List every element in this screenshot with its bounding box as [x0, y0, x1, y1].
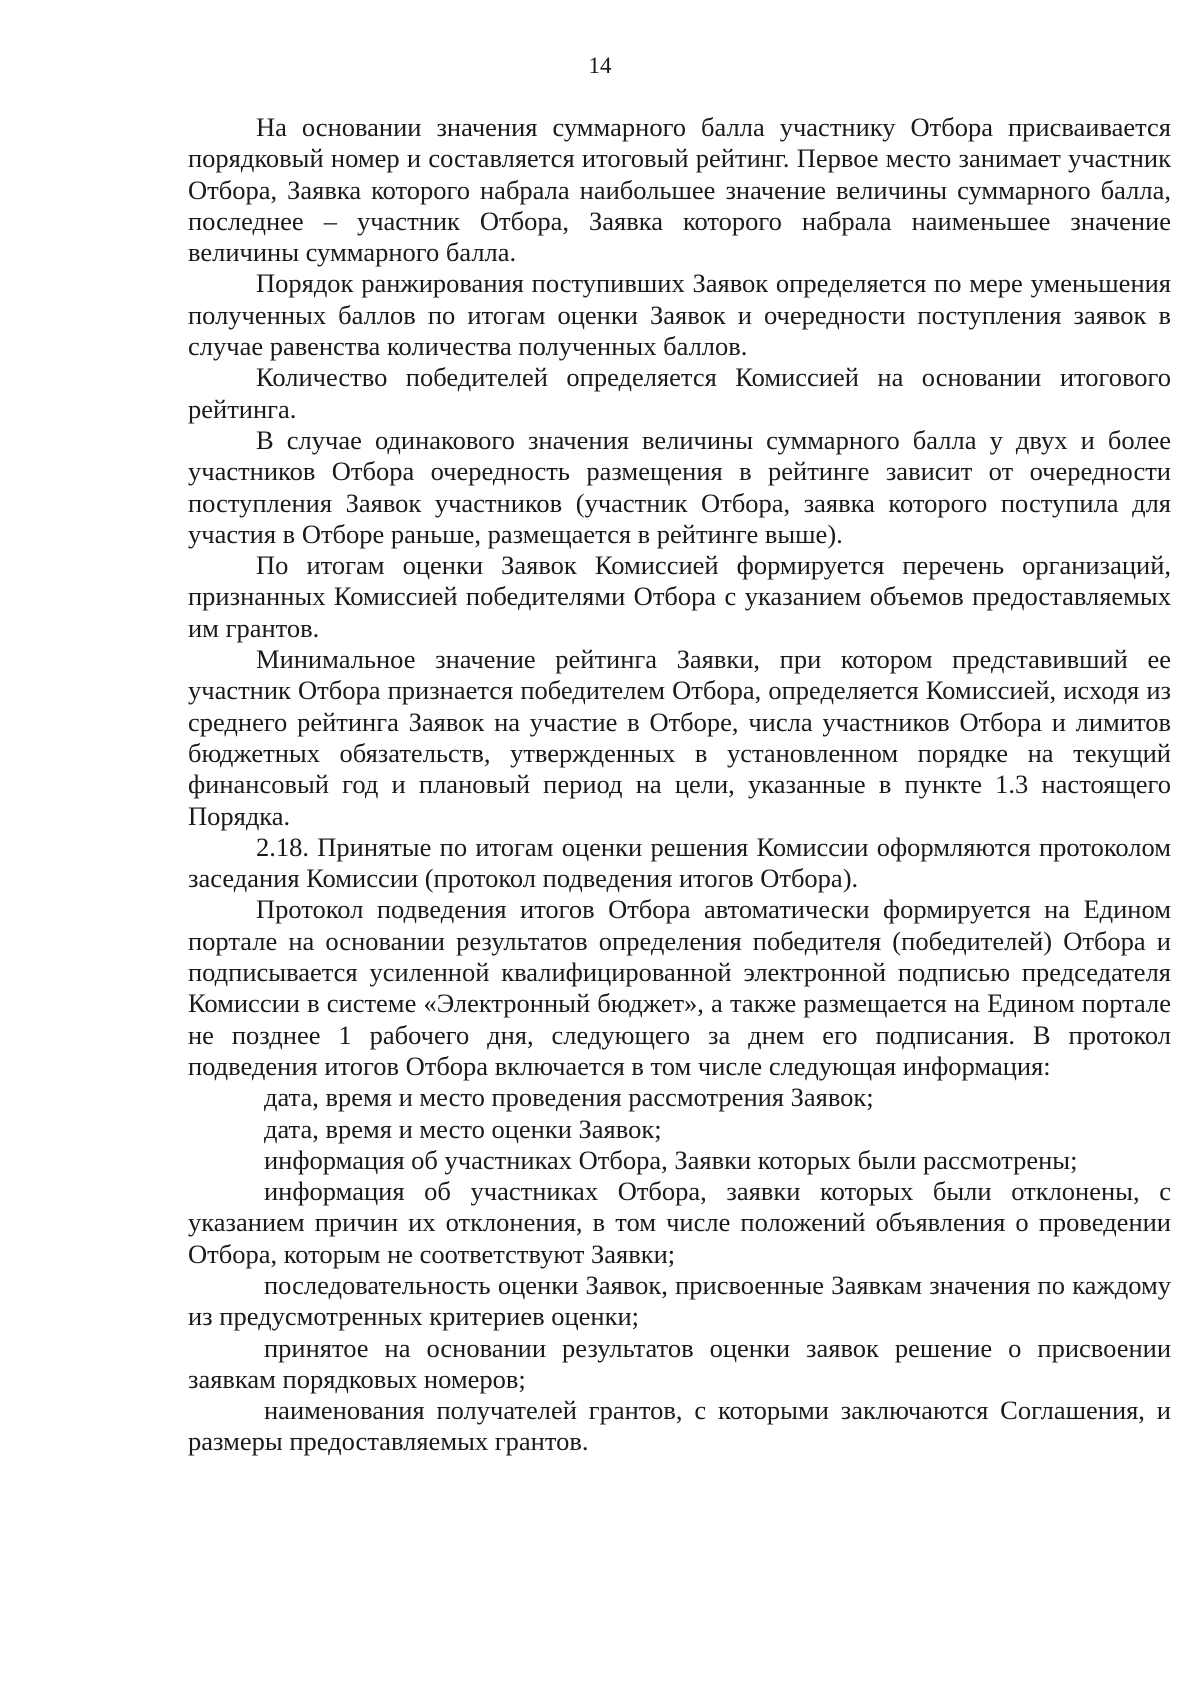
paragraph-winners-list: По итогам оценки Заявок Комиссией формируется перечень организаций, признанных Комиссией победителями Отбора с указанием объемов предоставляемых им грантов.: [188, 550, 1171, 643]
paragraph-equal-score: В случае одинакового значения величины суммарного балла у двух и более участников Отбора очередность размещения в рейтинге зависит от очередности поступления Заявок участников (участник Отбора, заявка которого поступила для участия в Отборе раньше, размещается в рейтинге выше).: [188, 424, 1171, 549]
list-item-evaluation-date: дата, время и место оценки Заявок;: [264, 1113, 662, 1144]
list-item-rejected-participants: информация об участниках Отбора, заявки которых были отклонены, с указанием причин их отклонения, в том числе положений объявления о проведении Отбора, которым не соответствуют Заявки;: [188, 1176, 1171, 1269]
list-item-evaluation-sequence: последовательность оценки Заявок, присвоенные Заявкам значения по каждому из предусмотренных критериев оценки;: [188, 1269, 1171, 1332]
paragraph-ranking-order: Порядок ранжирования поступивших Заявок определяется по мере уменьшения полученных баллов по итогам оценки Заявок и очередности поступления заявок в случае равенства количества полученных баллов.: [188, 268, 1171, 362]
paragraph-minimum-rating: Минимальное значение рейтинга Заявки, при котором представивший ее участник Отбора признается победителем Отбора, определяется Комиссией, исходя из среднего рейтинга Заявок на участие в Отборе, числа участников Отбора и лимитов бюджетных обязательств, утвержденных в установленном порядке на текущий финансовый год и плановый период на цели, указанные в пункте 1.3 настоящего Порядка.: [188, 644, 1171, 831]
paragraph-section-2-18: 2.18. Принятые по итогам оценки решения Комиссии оформляются протоколом заседания Комиссии (протокол подведения итогов Отбора).: [188, 831, 1171, 894]
page-number: 14: [588, 53, 612, 78]
document-body: [188, 112, 1171, 1458]
paragraph-winners-count: Количество победителей определяется Комиссией на основании итогового рейтинга.: [188, 362, 1171, 424]
list-item-review-date: дата, время и место проведения рассмотрения Заявок;: [264, 1082, 874, 1113]
paragraph-protocol: Протокол подведения итогов Отбора автоматически формируется на Едином портале на основании результатов определения победителя (победителей) Отбора и подписывается усиленной квалифицированной электронной подписью председателя Комиссии в системе «Электронный бюджет», а также размещается на Едином портале не позднее 1 рабочего дня, следующего за днем его подписания. В протокол подведения итогов Отбора включается в том числе следующая информация:: [188, 894, 1171, 1081]
list-item-reviewed-participants: информация об участниках Отбора, Заявки которых были рассмотрены;: [264, 1144, 1078, 1175]
paragraph-final-rating: На основании значения суммарного балла участнику Отбора присваивается порядковый номер и составляется итоговый рейтинг. Первое место занимает участник Отбора, Заявка которого набрала наибольшее значение величины суммарного балла, последнее – участник Отбора, Заявка которого набрала наименьшее значение величины суммарного балла.: [188, 112, 1171, 268]
list-item-grant-recipients: наименования получателей грантов, с которыми заключаются Соглашения, и размеры предоставляемых грантов.: [188, 1395, 1171, 1457]
list-item-numbering-decision: принятое на основании результатов оценки заявок решение о присвоении заявкам порядковых номеров;: [188, 1332, 1171, 1394]
